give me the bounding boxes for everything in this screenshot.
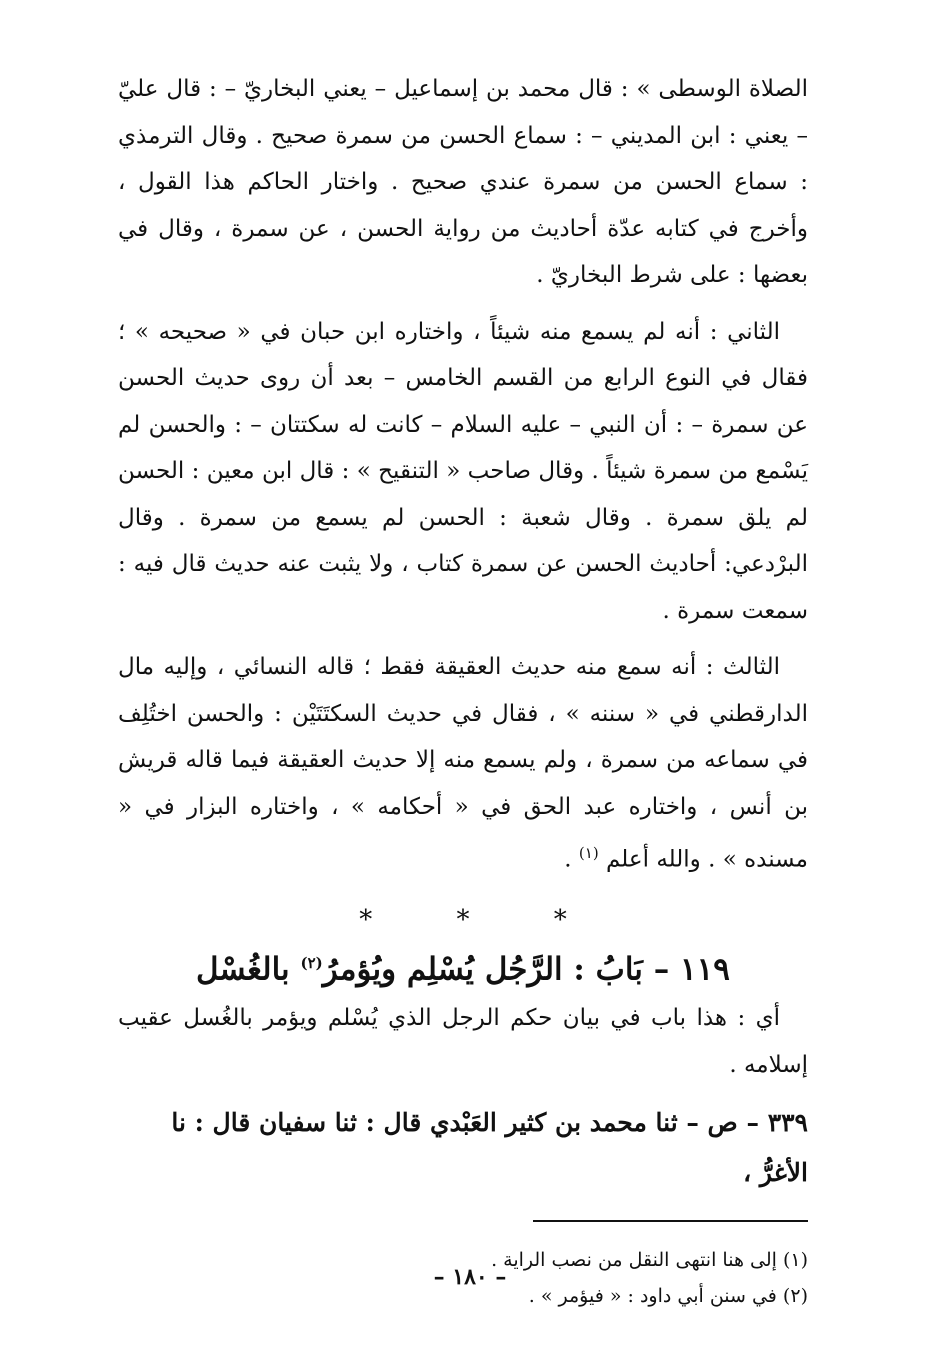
hadith-chain: ٣٣٩ – ص – ثنا محمد بن كثير العَبْدي قال : ثنا سفيان قال : نا الأغرُّ ،	[171, 1108, 808, 1188]
footnote-divider	[533, 1220, 808, 1222]
paragraph-continuation: الصلاة الوسطى » : قال محمد بن إسماعيل – يعني البخاريّ – : قال عليّ – يعني : ابن المديني – : سماع الحسن من سمرة صحيح . وقال الترمذي : سماع الحسن من سمرة عندي صحيح . واختار الحاكم هذا القول ، وأخرج في كتابه عدّة أحاديث من رواية الحسن ، عن سمرة ، وقال في بعضها : على شرط البخاريّ .	[118, 76, 808, 288]
paragraph-third-end: .	[564, 846, 579, 873]
page-number: – ١٨٠ –	[433, 1264, 507, 1290]
chapter-explanation: أي : هذا باب في بيان حكم الرجل الذي يُسْلم ويؤمر بالغُسل عقيب إسلامه .	[118, 1005, 808, 1078]
footnote-2: (٢) في سنن أبي داود : « فيؤمر » .	[528, 1285, 808, 1308]
section-separator: * * *	[359, 905, 605, 936]
footnote-ref-1[interactable]: (١)	[578, 844, 599, 862]
paragraph-third-opinion	[118, 644, 808, 883]
chapter-title-main: ١١٩ – بَابُ : الرَّجُل يُسْلِم ويُؤمرُ	[322, 951, 730, 988]
page-body	[118, 66, 808, 1314]
footnote-1: (١) إلى هنا انتهى النقل من نصب الراية .	[491, 1249, 808, 1272]
paragraph-second-opinion: الثاني : أنه لم يسمع منه شيئاً ، واختاره ابن حبان في « صحيحه » ؛ فقال في النوع الرابع من القسم الخامس – بعد أن روى حديث الحسن عن سمرة – : أن النبي – عليه السلام – كانت له سكتتان – : والحسن لم يَسْمع من سمرة شيئاً . وقال صاحب « التنقيح » : قال ابن معين : الحسن لم يلق سمرة . وقال شعبة : الحسن لم يسمع من سمرة . وقال البرْدعي: أحاديث الحسن عن سمرة كتاب ، ولا يثبت عنه حديث قال فيه : سمعت سمرة .	[118, 318, 808, 624]
footnote-ref-2[interactable]: (٢)	[300, 954, 323, 973]
chapter-title	[118, 937, 808, 995]
paragraph-third-text: الثالث : أنه سمع منه حديث العقيقة فقط ؛ قاله النسائي ، وإليه مال الدارقطني في « سننه » ، فقال في حديث السكتَتَيْن : والحسن اختُلِف في سماعه من سمرة ، ولم يسمع منه إلا حديث العقيقة فيما قاله قريش بن أنس ، واختاره عبد الحق في « أحكامه » ، واختاره البزار في « مسنده » . والله أعلم	[118, 654, 808, 873]
chapter-title-end: بالغُسْل	[196, 951, 301, 988]
